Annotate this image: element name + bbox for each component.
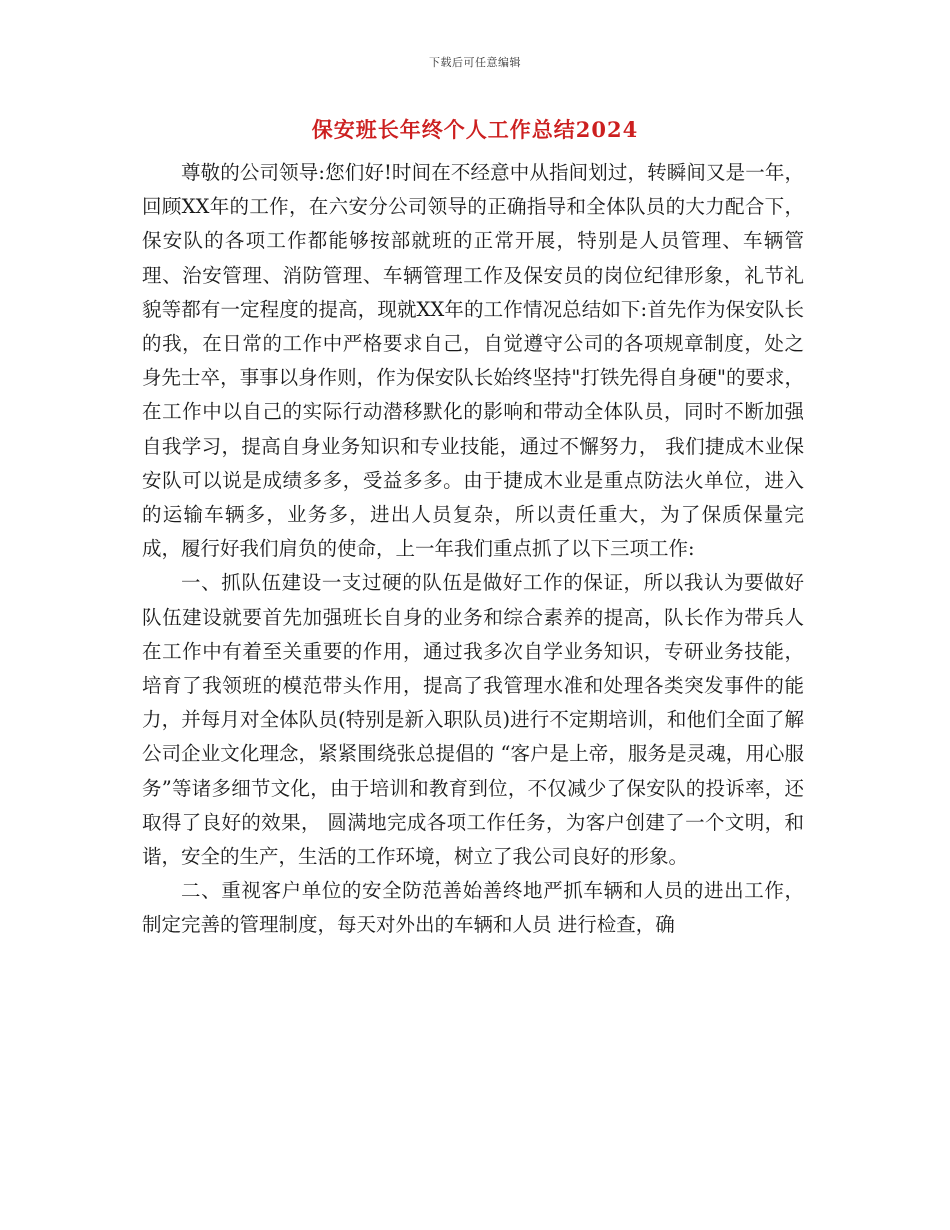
paragraph-security-prevention: 二、重视客户单位的安全防范善始善终地严抓车辆和人员的进出工作，制定完善的管理制度，每天对外出的车辆和人员 进行检查，确	[142, 879, 804, 937]
document-body	[142, 156, 804, 943]
paragraph-intro: 尊敬的公司领导:您们好!时间在不经意中从指间划过，转瞬间又是一年，回顾XX年的工作，在六安分公司领导的正确指导和全体队员的大力配合下，保安队的各项工作都能够按部就班的正常开展，特别是人员管理、车辆管理、治安管理、消防管理、车辆管理工作及保安员的岗位纪律形象，礼节礼貌等都有一定程度的提高，现就XX年的工作情况总结如下:首先作为保安队长的我，在日常的工作中严格要求自己，自觉遵守公司的各项规章制度，处之身先士卒，事事以身作则，作为保安队长始终坚持"打铁先得自身硬"的要求，在工作中以自己的实际行动潜移默化的影响和带动全体队员，同时不断加强自我学习，提高自身业务知识和专业技能，通过不懈努力， 我们捷成木业保安队可以说是成绩多多，受益多多。由于捷成木业是重点防法火单位，进入的运输车辆多，业务多，进出人员复杂，所以责任重大，为了保质保量完成，履行好我们肩负的使命，上一年我们重点抓了以下三项工作:	[142, 161, 804, 561]
paragraph-team-building: 一、抓队伍建设一支过硬的队伍是做好工作的保证，所以我认为要做好队伍建设就要首先加强班长自身的业务和综合素养的提高，队长作为带兵人在工作中有着至关重要的作用，通过我多次自学业务知识，专研业务技能，培育了我领班的模范带头作用，提高了我管理水准和处理各类突发事件的能力，并每月对全体队员(特别是新入职队员)进行不定期培训，和他们全面了解公司企业文化理念，紧紧围绕张总提倡的 “客户是上帝，服务是灵魂，用心服务”等诸多细节文化，由于培训和教育到位，不仅减少了保安队的投诉率，还取得了良好的效果， 圆满地完成各项工作任务，为客户创建了一个文明，和谐，安全的生产，生活的工作环境，树立了我公司良好的形象。	[142, 571, 804, 869]
header-note: 下载后可任意编辑	[429, 56, 521, 69]
page-title: 保安班长年终个人工作总结2024	[311, 117, 639, 142]
